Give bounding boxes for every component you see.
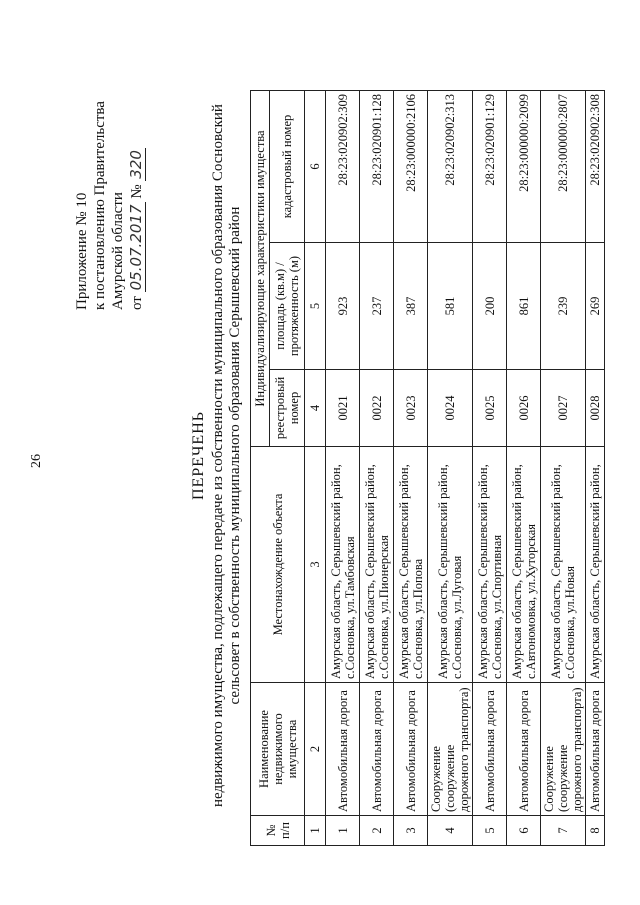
row-name: Автомобильная дорога (586, 683, 605, 816)
row-name: Автомобильная дорога (394, 683, 428, 816)
row-location: Амурская область, Серышевский район, с.Автономовка, ул.Хуторская (507, 447, 541, 683)
row-cadastral: 28:23:020901:129 (473, 90, 507, 242)
handwritten-number: 320 (127, 150, 145, 179)
row-name: Автомобильная дорога (507, 683, 541, 816)
column-number: 1 (305, 816, 326, 846)
row-location: Амурская область, Серышевский район, с.Сосновка, ул.Спортивная (473, 447, 507, 683)
header-area: площадь (кв.м) / протяженность (м) (270, 243, 305, 370)
row-cadastral: 28:23:000000:2807 (541, 90, 586, 242)
row-number: 2 (360, 816, 394, 846)
table-row (586, 90, 605, 845)
appendix-block (73, 101, 146, 310)
row-registry: 0028 (586, 370, 605, 447)
row-registry: 0027 (541, 370, 586, 447)
column-number: 6 (305, 90, 326, 242)
number-sign: № (129, 184, 145, 199)
row-location: Амурская область, Серышевский район, с.Сосновка, ул.Пионерская (360, 447, 394, 683)
row-area: 861 (507, 243, 541, 370)
row-area: 923 (326, 243, 360, 370)
row-area: 581 (428, 243, 473, 370)
table-row (507, 90, 541, 845)
row-registry: 0026 (507, 370, 541, 447)
document-subtitle: недвижимого имущества, подлежащего передаче из собственности муниципального образования Сосновский сельсовет в собственность муниципального образования Серышевский район (210, 104, 243, 807)
row-name: Автомобильная дорога (473, 683, 507, 816)
table-row (428, 90, 473, 845)
table-row (394, 90, 428, 845)
column-number: 3 (305, 447, 326, 683)
row-location: Амурская область, Серышевский район, с.Сосновка, ул.Новая (541, 447, 586, 683)
appendix-line-2: к постановлению Правительства (92, 101, 108, 310)
row-name: Сооружение (сооружение дорожного транспорта) (428, 683, 473, 816)
row-cadastral: 28:23:020901:128 (360, 90, 394, 242)
column-number: 5 (305, 243, 326, 370)
appendix-line-3: Амурской области (110, 192, 126, 310)
header-cadastral: кадастровый номер (270, 90, 305, 242)
row-area: 200 (473, 243, 507, 370)
rotated-document-page (18, 18, 618, 893)
page-number: 26 (29, 454, 44, 468)
row-registry: 0025 (473, 370, 507, 447)
row-cadastral: 28:23:000000:2099 (507, 90, 541, 242)
column-number-row (305, 90, 326, 845)
row-number: 5 (473, 816, 507, 846)
row-area: 237 (360, 243, 394, 370)
row-registry: 0022 (360, 370, 394, 447)
row-location: Амурская область, Серышевский район, с.Сосновка, ул.Попова (394, 447, 428, 683)
appendix-line-1: Приложение № 10 (74, 192, 90, 310)
row-registry: 0023 (394, 370, 428, 447)
row-number: 7 (541, 816, 586, 846)
row-location: Амурская область, Серышевский район, с.Сосновка, ул.Тамбовская (326, 447, 360, 683)
header-characteristics: Индивидуализирующие характеристики имущества (251, 90, 270, 446)
row-area: 239 (541, 243, 586, 370)
document-title: ПЕРЕЧЕНЬ (190, 411, 207, 500)
row-location: Амурская область, Серышевский район, с.Сосновка, ул.Луговая (428, 447, 473, 683)
table-header-row (251, 90, 270, 845)
row-location: Амурская область, Серышевский район, (586, 447, 605, 683)
row-registry: 0024 (428, 370, 473, 447)
table-row (326, 90, 360, 845)
table-row (541, 90, 586, 845)
row-number: 4 (428, 816, 473, 846)
row-name: Автомобильная дорога (326, 683, 360, 816)
row-number: 8 (586, 816, 605, 846)
header-registry: реестровый номер (270, 370, 305, 447)
header-name: Наименование недвижимого имущества (251, 683, 305, 816)
row-name: Сооружение (сооружение дорожного транспорта) (541, 683, 586, 816)
header-location: Местонахождение объекта (251, 447, 305, 683)
appendix-date-line (127, 101, 146, 310)
row-cadastral: 28:23:020902:309 (326, 90, 360, 242)
row-area: 387 (394, 243, 428, 370)
row-number: 1 (326, 816, 360, 846)
row-number: 3 (394, 816, 428, 846)
table-row (473, 90, 507, 845)
handwritten-date: 05.07.2017 (127, 204, 145, 291)
row-number: 6 (507, 816, 541, 846)
table-row (360, 90, 394, 845)
row-cadastral: 28:23:020902:308 (586, 90, 605, 242)
row-name: Автомобильная дорога (360, 683, 394, 816)
column-number: 4 (305, 370, 326, 447)
column-number: 2 (305, 683, 326, 816)
row-registry: 0021 (326, 370, 360, 447)
date-prefix: от (129, 296, 145, 310)
property-table (250, 90, 605, 846)
row-cadastral: 28:23:000000:2106 (394, 90, 428, 242)
row-area: 269 (586, 243, 605, 370)
row-cadastral: 28:23:020902:313 (428, 90, 473, 242)
header-num: № п/п (251, 816, 305, 846)
